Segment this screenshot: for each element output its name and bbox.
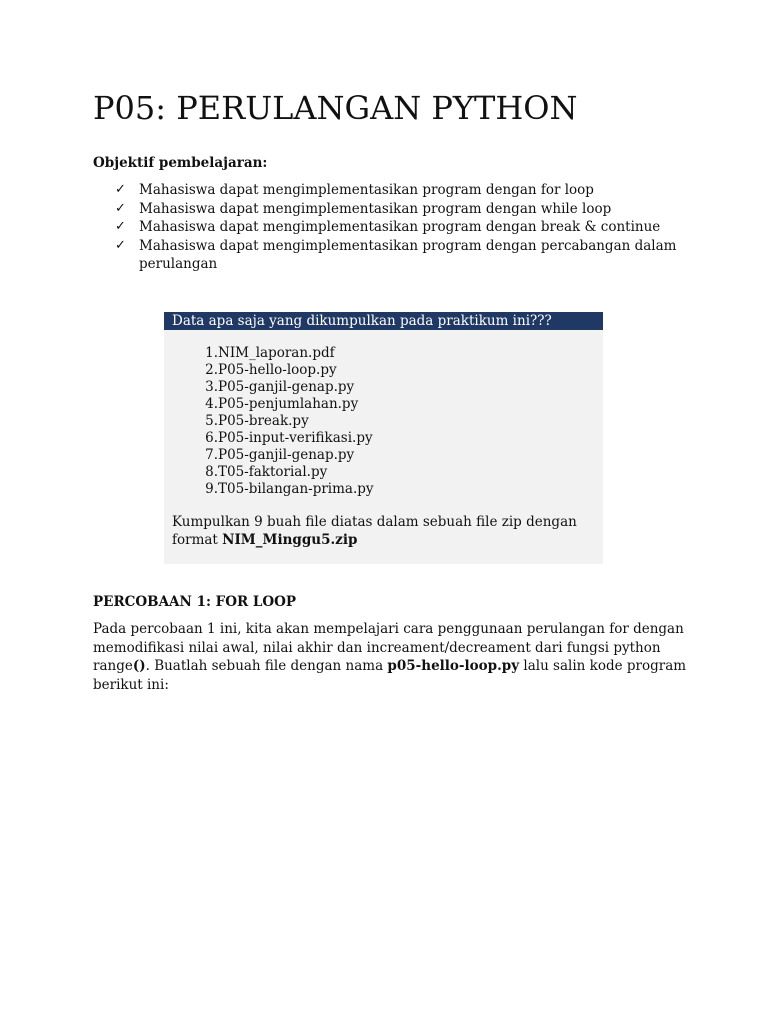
paragraph-text: . Buatlah sebuah file dengan nama (145, 658, 388, 674)
file-number: 5. (205, 413, 218, 429)
objectives-heading: Objektif pembelajaran: (93, 155, 268, 171)
section-heading: PERCOBAAN 1: FOR LOOP (93, 594, 297, 610)
file-name: P05-ganjil-genap.py (218, 379, 355, 395)
objective-line: Mahasiswa dapat mengimplementasikan program dengan percabangan dalam (139, 237, 677, 254)
file-list-item (194, 464, 374, 481)
objective-line: Mahasiswa dapat mengimplementasikan program dengan while loop (139, 200, 612, 217)
file-name: NIM_laporan.pdf (218, 345, 335, 361)
check-icon: ✓ (115, 219, 126, 234)
file-name: T05-bilangan-prima.py (218, 481, 374, 497)
file-list-item (194, 413, 374, 430)
check-icon: ✓ (115, 200, 126, 216)
objective-item (115, 218, 675, 237)
section-paragraph (93, 620, 687, 694)
objective-text (139, 182, 594, 198)
deliverables-note (172, 514, 592, 549)
objective-text (139, 238, 676, 274)
file-list-item (194, 430, 374, 447)
objective-line-continued: perulangan (139, 256, 218, 272)
file-number: 1. (205, 345, 218, 361)
paragraph-text: lalu salin kode program (519, 658, 687, 674)
file-name: P05-ganjil-genap.py (218, 447, 355, 463)
file-number: 8. (205, 464, 218, 480)
paragraph-text: range (93, 658, 133, 674)
objective-item (115, 181, 675, 200)
objective-line: Mahasiswa dapat mengimplementasikan program dengan for loop (139, 182, 594, 198)
objective-line: Mahasiswa dapat mengimplementasikan program dengan break & continue (139, 219, 661, 235)
file-list-item (194, 362, 374, 379)
paragraph-line: berikut ini: (93, 676, 169, 693)
paragraph-line: memodifikasi nilai awal, nilai akhir dan increament/decreament dari fungsi python (93, 639, 661, 656)
objective-item (115, 200, 675, 219)
document-title: P05: PERULANGAN PYTHON (93, 89, 578, 127)
paragraph-line: Pada percobaan 1 ini, kita akan mempelajari cara penggunaan perulangan for dengan (93, 621, 684, 637)
objective-text (139, 219, 660, 235)
objectives-list (115, 181, 675, 274)
paragraph-bold-filename: p05-hello-loop.py (387, 658, 520, 674)
note-line-prefix: format (172, 531, 223, 548)
file-number: 2. (205, 362, 218, 378)
check-icon: ✓ (115, 182, 126, 197)
file-number: 3. (205, 379, 218, 395)
deliverables-box (164, 312, 603, 564)
file-name: P05-hello-loop.py (218, 362, 337, 378)
objective-item (115, 237, 675, 274)
objective-text (139, 201, 611, 217)
deliverables-header: Data apa saja yang dikumpulkan pada praktikum ini??? (164, 312, 603, 330)
paragraph-bold-parens: () (132, 658, 146, 674)
file-list-item (194, 481, 374, 498)
file-number: 9. (205, 481, 218, 497)
file-list-item (194, 447, 374, 464)
file-name: P05-input-verifikasi.py (218, 430, 373, 446)
file-list-item (194, 345, 374, 362)
deliverables-file-list (194, 345, 374, 498)
note-line: Kumpulkan 9 buah file diatas dalam sebuah file zip dengan (172, 514, 577, 530)
file-name: T05-faktorial.py (218, 464, 328, 480)
file-number: 4. (205, 396, 218, 412)
check-icon: ✓ (115, 237, 126, 253)
file-number: 6. (205, 430, 218, 446)
file-name: P05-penjumlahan.py (218, 396, 359, 412)
file-number: 7. (205, 447, 218, 463)
file-name: P05-break.py (218, 413, 309, 429)
file-list-item (194, 396, 374, 413)
zip-filename: NIM_Minggu5.zip (222, 531, 358, 548)
paragraph-line-mixed (93, 657, 687, 676)
file-list-item (194, 379, 374, 396)
